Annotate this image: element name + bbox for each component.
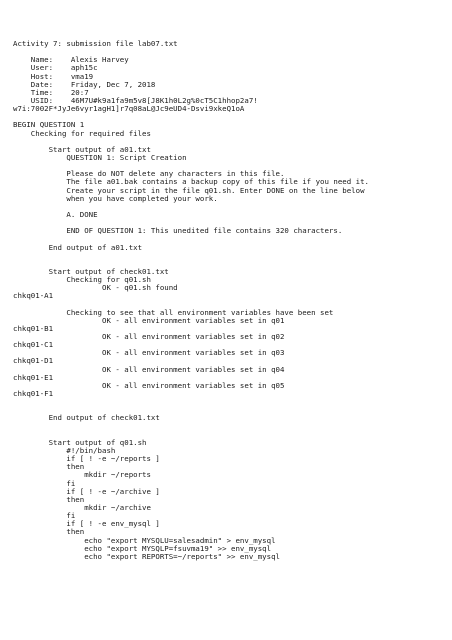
text-line: mkdir ~/reports [13, 470, 151, 480]
text-line: OK - q01.sh found [13, 283, 178, 293]
text-line: fi [13, 511, 76, 521]
text-line: Checking to see that all environment variables have been set [13, 307, 334, 317]
text-line: if [ ! -e env_mysql ] [13, 519, 160, 529]
text-line: echo "export MYSQLP=fsuvma19" >> env_mysql [13, 543, 272, 553]
text-line: mkdir ~/archive [13, 503, 151, 513]
text-line: Activity 7: submission file lab07.txt [13, 39, 178, 48]
text-line: echo "export MYSQLU=salesadmin" > env_mysql [13, 535, 276, 545]
text-line: A. DONE [13, 209, 98, 219]
text-line: OK - all environment variables set in q03 [13, 348, 285, 358]
text-line: then [13, 527, 85, 537]
text-line: OK - all environment variables set in q01 [13, 315, 285, 325]
text-line: Date: Friday, Dec 7, 2018 [13, 79, 156, 89]
text-line: OK - all environment variables set in q05 [13, 380, 285, 390]
text-line: chkq01-A1 [13, 291, 54, 301]
text-line: Please do NOT delete any characters in this file. [13, 169, 285, 179]
text-line [13, 423, 369, 431]
text-line: Checking for q01.sh [13, 275, 151, 285]
text-line: chkq01-D1 [13, 356, 54, 366]
text-line: fi [13, 478, 76, 488]
text-line: #!/bin/bash [13, 446, 116, 456]
text-line: then [13, 462, 85, 472]
text-line: Host: vma19 [13, 71, 94, 81]
text-line: Time: 20:7 [13, 87, 89, 97]
text-line: OK - all environment variables set in q02 [13, 332, 285, 342]
text-line: USID: 46M7U#k9a1fa9m5v8[J8K1h0L2g%0cT5C1hhop2a7! [13, 95, 258, 105]
text-line: Start output of q01.sh [13, 437, 147, 447]
text-line: echo "export REPORTS=~/reports" >> env_mysql [13, 551, 280, 561]
text-line [13, 252, 369, 260]
submission-text [13, 40, 369, 561]
text-line: Checking for required files [13, 128, 151, 138]
text-line: The file a01.bak contains a backup copy of this file if you need it. [13, 177, 369, 187]
text-line: Start output of check01.txt [13, 266, 169, 276]
text-line [13, 398, 369, 406]
text-line: w7i:7002F*JyJe6vyr1agH1]r7q08aL@Jc9eUD4-Dsvi9xkeQ1oA [13, 104, 245, 114]
text-line: if [ ! -e ~/reports ] [13, 454, 160, 464]
text-line: End output of a01.txt [13, 242, 143, 252]
text-line: END OF QUESTION 1: This unedited file contains 320 characters. [13, 226, 343, 236]
text-line: chkq01-E1 [13, 372, 54, 382]
text-line: chkq01-F1 [13, 389, 54, 399]
text-line: BEGIN QUESTION 1 [13, 120, 85, 130]
text-line: User: aph15c [13, 63, 98, 73]
text-line: Create your script in the file q01.sh. Enter DONE on the line below [13, 185, 365, 195]
text-line: Start output of a01.txt [13, 144, 151, 154]
text-line: when you have completed your work. [13, 193, 218, 203]
text-line: Name: Alexis Harvey [13, 55, 129, 65]
text-line: chkq01-B1 [13, 323, 54, 333]
text-line: QUESTION 1: Script Creation [13, 152, 187, 162]
text-line: chkq01-C1 [13, 340, 54, 350]
text-line: then [13, 494, 85, 504]
text-line: if [ ! -e ~/archive ] [13, 486, 160, 496]
text-line: OK - all environment variables set in q04 [13, 364, 285, 374]
text-line: End output of check01.txt [13, 413, 160, 423]
